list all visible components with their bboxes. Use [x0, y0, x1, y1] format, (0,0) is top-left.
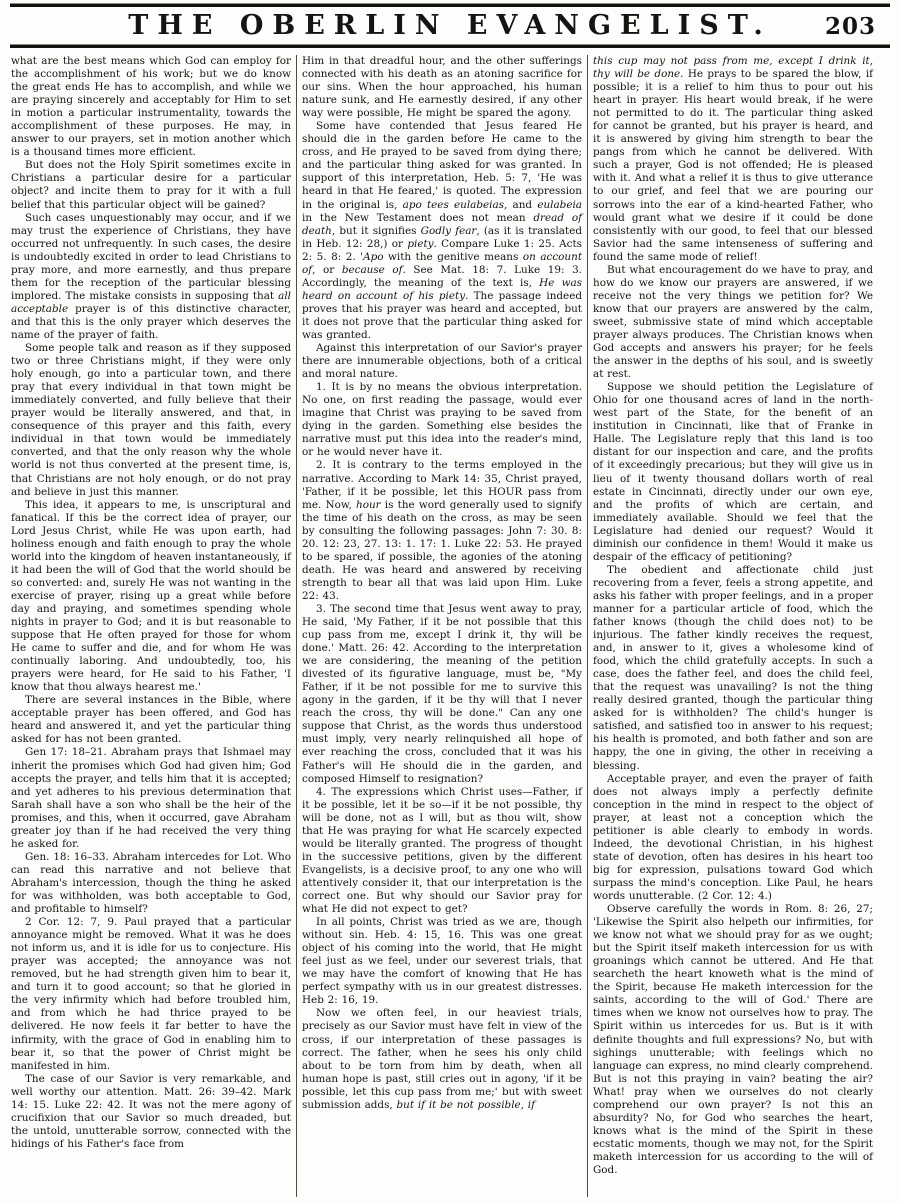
paragraph: Such cases unquestionably may occur, and if we may trust the experience of Christians, they have occurred not unfrequently. In such cases, the desire is undoubtedly excited in order to lead Christians to pray more, and more earnestly, and thus prepare them for the reception of the particular blessing implored. The mistake consists in supposing that all acceptable prayer is of this distinctive character, and that this is the only prayer which deserves the name of the prayer of faith.	[11, 211, 291, 341]
paragraph: 2. It is contrary to the terms employed in the narrative. According to Mark 14: 35, Christ prayed, 'Father, if it be possible, let this HOUR pass from me. Now, hour is the word generally used to signify the time of his death on the cross, as may be seen by consulting the following passages: John 7: 30. 8: 20. 12: 23, 27. 13: 1. 17: 1. Luke 22: 53. He prayed to be spared, if possible, the agonies of the atoning death. He was heard and answered by receiving strength to bear all that was laid upon Him. Luke 22: 43.	[302, 459, 582, 602]
column-2	[299, 55, 585, 1197]
paragraph: Observe carefully the words in Rom. 8: 26, 27; 'Likewise the Spirit also helpeth our infirmities, for we know not what we should pray for as we ought; but the Spirit itself maketh intercession for us with groanings which cannot be uttered. And He that searcheth the heart knoweth what is the mind of the Spirit, because He maketh intercession for the saints, according to the will of God.' There are times when we know not ourselves how to pray. The Spirit within us intercedes for us. But is it with definite thoughts and full expressions? No, but with sighings unutterable; with feelings which no language can express, no mind clearly comprehend. But is not this praying in vain? beating the air? What! pray when we ourselves do not clearly comprehend our own prayer? Is not this an absurdity? No, for God who searches the heart, knows what is the mind of the Spirit in these ecstatic moments, though we may not, for the Spirit maketh intercession for us according to the will of God.	[593, 903, 873, 1176]
article-columns	[8, 55, 892, 1197]
paragraph: Against this interpretation of our Savior's prayer there are innumerable objections, both of a critical and moral nature.	[302, 342, 582, 381]
paragraph: this cup may not pass from me, except I drink it, thy will be done. He prays to be spared the blow, if possible; it is a relief to him thus to pour out his heart in prayer. His heart would break, if he were not permitted to do it. The particular thing asked for cannot be granted, but his prayer is heard, and it is answered by giving him strength to bear the pangs from which he cannot be delivered. With such a prayer, God is not offended; He is pleased with it. And what a relief it is thus to give utterance to our grief, and feel that we are pouring our sorrows into the ear of a kind-hearted Father, who would grant what we desire if it could be done consistently with our good, to feel that our blessed Savior had the same intenseness of suffering and found the same mode of relief!	[593, 55, 873, 263]
column-1	[8, 55, 294, 1197]
paragraph: Him in that dreadful hour, and the other sufferings connected with his death as an atoning sacrifice for our sins. When the hour approached, his human nature sunk, and He earnestly desired, if any other way were possible, He might be spared the agony.	[302, 55, 582, 120]
paragraph: 2 Cor. 12: 7, 9. Paul prayed that a particular annoyance might be removed. What it was he does not inform us, and it is idle for us to conjecture. His prayer was accepted; the annoyance was not removed, but he had strength given him to bear it, and turn it to good account; so that he gloried in the very infirmity which had before troubled him, and from which he had thrice prayed to be delivered. He now feels it far better to have the infirmity, with the grace of God in enabling him to bear it, so that the power of Christ might be manifested in him.	[11, 916, 291, 1072]
paragraph: Some people talk and reason as if they supposed two or three Christians might, if they were only holy enough, go into a particular town, and there pray that every individual in that town might be immediately converted, and fully believe that their prayer would be literally answered, and that, in consequence of this prayer and this faith, every individual in that town would be immediately converted, and that the only reason why the whole world is not thus converted at the present time, is, that Christians are not holy enough, or do not pray and believe in just this manner.	[11, 342, 291, 498]
paragraph: The obedient and affectionate child just recovering from a fever, feels a strong appetite, and asks his father with proper feelings, and in a proper manner for a particular article of food, which the father knows (though the child does not) to be injurious. The father kindly receives the request, and, in answer to it, gives a wholesome kind of food, which the child gratefully accepts. In such a case, does the father feel, and does the child feel, that the request was unavailing? Is not the thing really desired granted, though the particular thing asked for is withholden? The child's hunger is satisfied, and satisfied too in answer to his request; his health is promoted, and both father and son are happy, the one in giving, the other in receiving a blessing.	[593, 563, 873, 772]
paragraph: But what encouragement do we have to pray, and how do we know our prayers are answered, if we receive not the very things we petition for? We know that our prayers are answered by the calm, sweet, submissive state of mind which acceptable prayer always produces. The Christian knows when God accepts and answers his prayer; for he feels the answer in the depths of his soul, and is sweetly at rest.	[593, 263, 873, 381]
paragraph: Gen 17: 18–21. Abraham prays that Ishmael may inherit the promises which God had given him; God accepts the prayer, and tells him that it is accepted; and yet adheres to his previous determination that Sarah shall have a son who shall be the heir of the promises, and this, when it occurred, gave Abraham greater joy than if he had received the very thing he asked for.	[11, 746, 291, 850]
paragraph: 3. The second time that Jesus went away to pray, He said, 'My Father, if it be not possible that this cup pass from me, except I drink it, thy will be done.' Matt. 26: 42. According to the interpretation we are considering, the meaning of the petition divested of its figurative language, must be, "My Father, if it be not possible for me to survive this agony in the garden, if it be thy will that I never reach the cross, thy will be done." Can any one suppose that Christ, as the words thus understood must imply, very nearly relinquished all hope of ever reaching the cross, concluded that it was his Father's will He should die in the garden, and composed Himself to resignation?	[302, 602, 582, 785]
paragraph: But does not the Holy Spirit sometimes excite in Christians a particular desire for a particular object? and incite them to pray for it with a full belief that this particular object will be gained?	[11, 159, 291, 211]
paragraph: In all points, Christ was tried as we are, though without sin. Heb. 4: 15, 16. This was one great object of his coming into the world, that He might feel just as we feel, under our severest trials, that we may have the comfort of knowing that He has perfect sympathy with us in our greatest distresses. Heb 2: 16, 19.	[302, 916, 582, 1007]
paragraph: The case of our Savior is very remarkable, and well worthy our attention. Matt. 26: 39–42. Mark 14: 15. Luke 22: 42. It was not the mere agony of crucifixion that our Savior so much dreaded, but the untold, unutterable sorrow, connected with the hidings of his Father's face from	[11, 1072, 291, 1150]
paragraph: Gen. 18: 16–33. Abraham intercedes for Lot. Who can read this narrative and not believe that Abraham's intercession, though the thing he asked for was withholden, was both acceptable to God, and profitable to himself?	[11, 850, 291, 916]
masthead	[0, 8, 900, 44]
paragraph: what are the best means which God can employ for the accomplishment of his work; but we do know the great ends He has to accomplish, and while we are praying sincerely and acceptably for Him to set in motion a particular instrumentality, towards the accomplishment of these purposes. He may, in answer to our prayers, set in motion another which is a thousand times more efficient.	[11, 55, 291, 159]
paragraph: Acceptable prayer, and even the prayer of faith does not always imply a perfectly definite conception in the mind in respect to the object of prayer, at least not a conception which the petitioner is able clearly to embody in words. Indeed, the devotional Christian, in his highest state of devotion, often has desires in his heart too big for expression, pulsations toward God which surpass the mind's conception. Like Paul, he hears words unutterable. (2 Cor. 12: 4.)	[593, 772, 873, 902]
page-number: 203	[824, 13, 876, 40]
column-divider-2	[587, 55, 588, 1197]
column-3	[590, 55, 876, 1197]
column-divider-1	[296, 55, 297, 1197]
paragraph: There are several instances in the Bible, where acceptable prayer has been offered, and God has heard and answered it, and yet the particular thing asked for has not been granted.	[11, 694, 291, 746]
paragraph: Suppose we should petition the Legislature of Ohio for one thousand acres of land in the north-west part of the State, for the benefit of an institution in Cincinnati, like that of Franke in Halle. The Legislature reply that this land is too distant for our inspection and care, and the profits of it exceedingly precarious; but they will give us in lieu of it twenty thousand dollars worth of real estate in Cincinnati, directly under our own eye, and the profits of which are certain, and immediately available. Should we feel that the Legislature had denied our request? Would it diminish our confidence in them! Would it make us despair of the efficacy of petitioning?	[593, 381, 873, 563]
paragraph: Some have contended that Jesus feared He should die in the garden before He came to the cross, and He prayed to be saved from dying there; and the particular thing asked for was granted. In support of this interpretation, Heb. 5: 7, 'He was heard in that He feared,' is quoted. The expression in the original is, apo tees eulabeias, and eulabeia in the New Testament does not mean dread of death, but it signifies Godly fear, (as it is translated in Heb. 12: 28,) or piety. Compare Luke 1: 25. Acts 2: 5. 8: 2. 'Apo with the genitive means on account of, or because of. See Mat. 18: 7. Luke 19: 3. Accordingly, the meaning of the text is, He was heard on account of his piety. The passage indeed proves that his prayer was heard and accepted, but it does not prove that the particular thing asked for was granted.	[302, 120, 583, 341]
top-double-rule	[10, 3, 890, 7]
paragraph: Now we often feel, in our heaviest trials, precisely as our Savior must have felt in view of the cross, if our interpretation of these passages is correct. The father, when he sees his only child about to be torn from him by death, when all human hope is past, still cries out in agony, 'if it be possible, let this cup pass from me;' but with sweet submission adds, but if it be not possible, if	[302, 1007, 582, 1111]
header-double-rule	[10, 44, 890, 48]
paragraph: 1. It is by no means the obvious interpretation. No one, on first reading the passage, would ever imagine that Christ was praying to be saved from dying in the garden. Something else besides the narrative must put this idea into the reader's mind, or he would never have it.	[302, 381, 582, 459]
masthead-title: THE OBERLIN EVANGELIST.	[128, 10, 772, 41]
paragraph: This idea, it appears to me, is unscriptural and fanatical. If this be the correct idea of prayer, our Lord Jesus Christ, while He was upon earth, had holiness enough and faith enough to pray the whole world into the kingdom of heaven instantaneously, if it had been the will of God that the world should be so converted: and, surely He was not wanting in the exercise of prayer, rising up a great while before day and praying, and sometimes spending whole nights in prayer to God; and it is but reasonable to suppose that He often prayed for those for whom He came to suffer and die, and for whom He was continually laboring. And undoubtedly, too, his prayers were heard, for He said to his Father, 'I know that thou always hearest me.'	[11, 498, 291, 694]
paragraph: 4. The expressions which Christ uses—Father, if it be possible, let it be so—if it be not possible, thy will be done, not as I will, but as thou wilt, show that He was praying for what He scarcely expected would be literally granted. The progress of thought in the successive petitions, given by the different Evangelists, is a decisive proof, to any one who will attentively consider it, that our interpretation is the correct one. But why should our Savior pray for what He did not expect to get?	[302, 785, 582, 916]
